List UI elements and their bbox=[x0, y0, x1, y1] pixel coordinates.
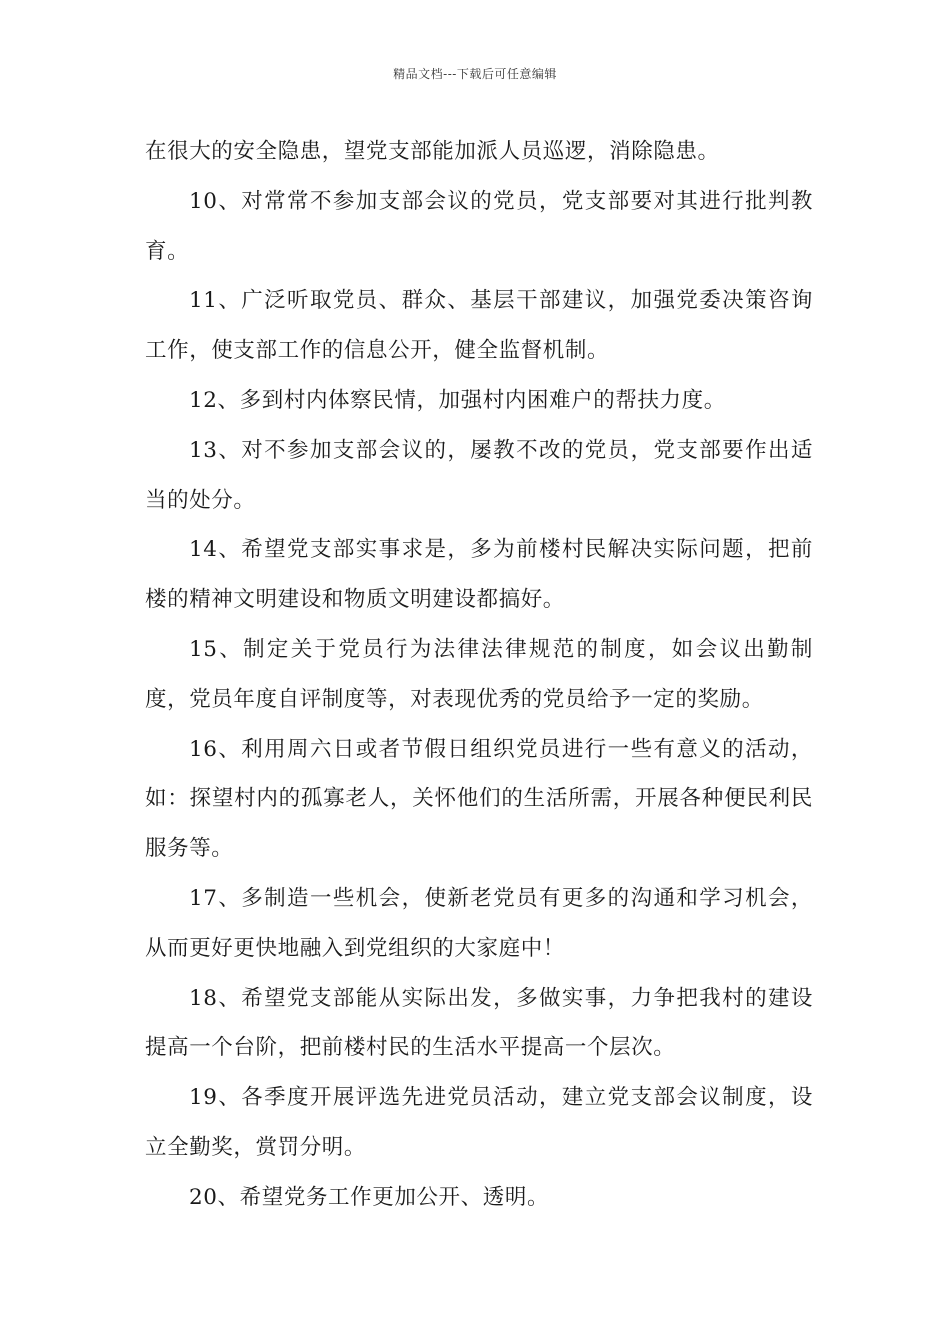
paragraph-item-12: 12、多到村内体察民情，加强村内困难户的帮扶力度。 bbox=[189, 387, 726, 413]
paragraph-item-11: 11、广泛听取党员、群众、基层干部建议，加强党委决策咨询工作，使支部工作的信息公开，健全监督机制。 bbox=[145, 288, 813, 364]
document-body bbox=[145, 127, 813, 1223]
paragraph-item-17: 17、多制造一些机会，使新老党员有更多的沟通和学习机会，从而更好更快地融入到党组织的大家庭中！ bbox=[145, 885, 813, 961]
paragraph-item-15: 15、制定关于党员行为法律法律规范的制度，如会议出勤制度，党员年度自评制度等，对表现优秀的党员给予一定的奖励。 bbox=[145, 636, 813, 712]
paragraph-continued: 在很大的安全隐患，望党支部能加派人员巡逻，消除隐患。 bbox=[145, 139, 720, 164]
paragraph-item-16: 16、利用周六日或者节假日组织党员进行一些有意义的活动，如：探望村内的孤寡老人，关怀他们的生活所需，开展各种便民利民服务等。 bbox=[145, 736, 813, 862]
paragraph-item-14: 14、希望党支部实事求是，多为前楼村民解决实际问题，把前楼的精神文明建设和物质文明建设都搞好。 bbox=[145, 537, 813, 613]
paragraph-item-10: 10、对常常不参加支部会议的党员，党支部要对其进行批判教育。 bbox=[145, 188, 813, 264]
paragraph-item-18: 18、希望党支部能从实际出发，多做实事，力争把我村的建设提高一个台阶，把前楼村民的生活水平提高一个层次。 bbox=[145, 985, 813, 1061]
page-header: 精品文档---下载后可任意编辑 bbox=[393, 67, 557, 81]
paragraph-item-19: 19、各季度开展评选先进党员活动，建立党支部会议制度，设立全勤奖，赏罚分明。 bbox=[145, 1085, 813, 1160]
paragraph-item-13: 13、对不参加支部会议的，屡教不改的党员，党支部要作出适当的处分。 bbox=[145, 437, 813, 513]
paragraph-item-20: 20、希望党务工作更加公开、透明。 bbox=[189, 1184, 550, 1210]
